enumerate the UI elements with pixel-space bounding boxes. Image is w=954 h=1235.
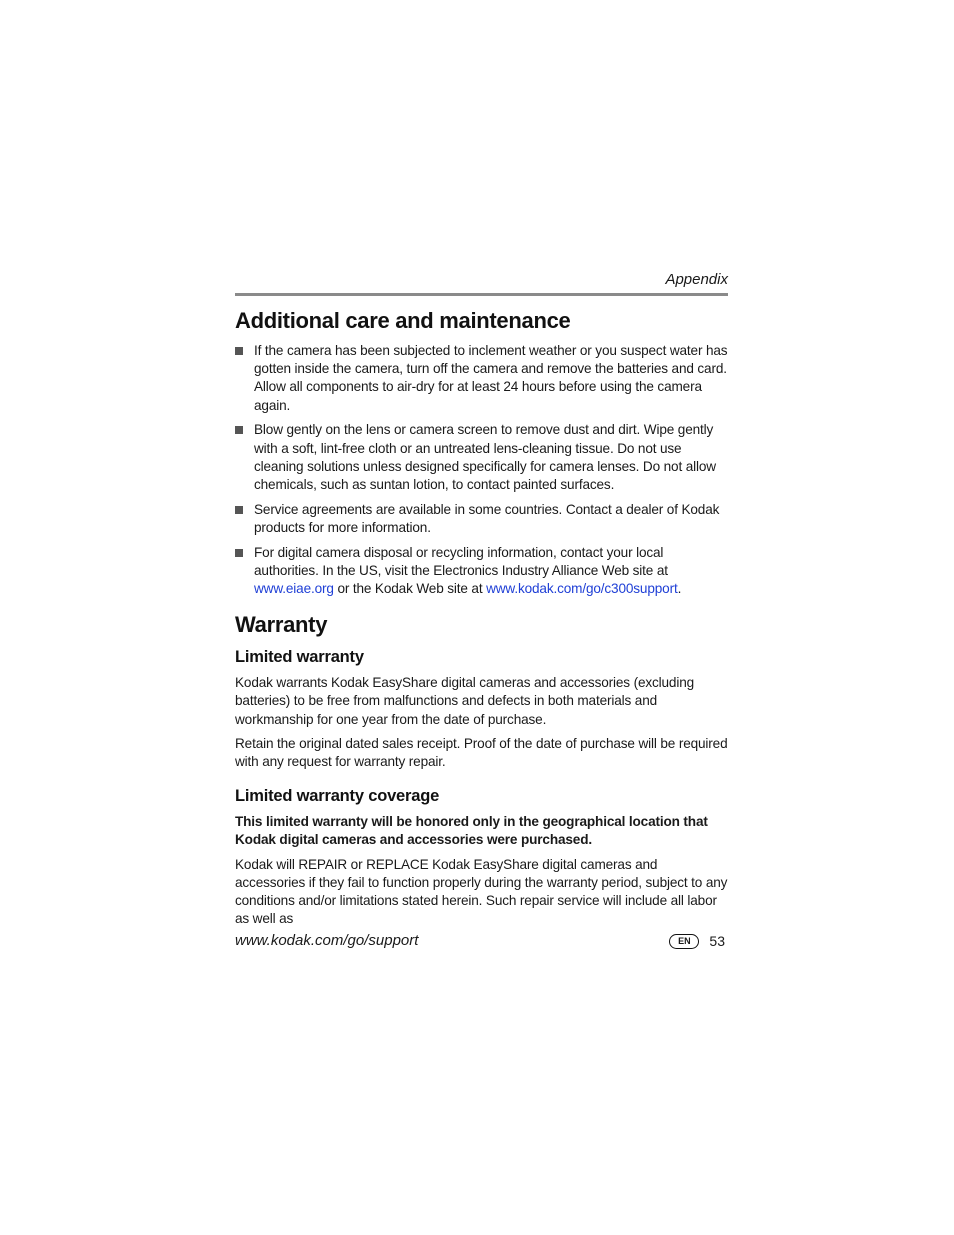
- coverage-heading: Limited warranty coverage: [235, 787, 440, 806]
- limited-warranty-heading: Limited warranty: [235, 648, 364, 667]
- language-badge: EN: [669, 934, 699, 949]
- square-bullet-icon: [235, 506, 243, 514]
- bullet-text: or the Kodak Web site at: [333, 580, 487, 596]
- bullet-text: Service agreements are available in some countries. Contact a dealer of Kodak products for more information.: [254, 501, 720, 535]
- list-item: [235, 421, 728, 494]
- receipt-paragraph: Retain the original dated sales receipt. Proof of the date of purchase will be required with any request for warranty repair.: [235, 735, 728, 769]
- square-bullet-icon: [235, 426, 243, 434]
- coverage-paragraph: Kodak will REPAIR or REPLACE Kodak EasyShare digital cameras and accessories if they fail to function properly during the warranty period, subject to any conditions and/or limitations stated herein. Such repair service will include all labor as well as: [235, 856, 728, 927]
- running-head: Appendix: [665, 271, 728, 288]
- kodak-support-link[interactable]: www.kodak.com/go/c300support: [486, 580, 678, 596]
- square-bullet-icon: [235, 549, 243, 557]
- warranty-heading: Warranty: [235, 612, 328, 638]
- bullet-text: Blow gently on the lens or camera screen to remove dust and dirt. Wipe gently with a soft, lint-free cloth or an untreated lens-cleaning tissue. Do not use cleaning solutions unless designed specifically for camera lenses. Do not allow chemicals, such as suntan lotion, to contact painted surfaces.: [254, 422, 716, 492]
- square-bullet-icon: [235, 347, 243, 355]
- bullet-text: If the camera has been subjected to inclement weather or you suspect water has gotten inside the camera, turn off the camera and remove the batteries and card. Allow all components to air-dry for at least 24 hours before using the camera again.: [254, 343, 728, 413]
- bullet-text: .: [677, 580, 682, 596]
- footer-right: [669, 933, 725, 949]
- page-number: 53: [709, 933, 725, 949]
- care-bullet-list: [235, 342, 728, 598]
- list-item: [235, 342, 728, 415]
- list-item: [235, 544, 728, 599]
- list-item: [235, 501, 728, 537]
- eiae-link[interactable]: www.eiae.org: [254, 580, 334, 596]
- page-content: [235, 308, 728, 934]
- limited-warranty-paragraph: Kodak warrants Kodak EasyShare digital cameras and accessories (excluding batteries) to be free from malfunctions and defects in both materials and workmanship for one year from the date of purchase.: [235, 675, 695, 727]
- footer-url: www.kodak.com/go/support: [235, 932, 419, 949]
- bullet-text: For digital camera disposal or recycling information, contact your local authorities. In the US, visit the Electronics Industry Alliance Web site at: [254, 544, 668, 578]
- header-rule: [235, 293, 728, 296]
- coverage-bold-paragraph: This limited warranty will be honored only in the geographical location that Kodak digital cameras and accessories were purchased.: [235, 814, 708, 848]
- care-heading: Additional care and maintenance: [235, 308, 571, 333]
